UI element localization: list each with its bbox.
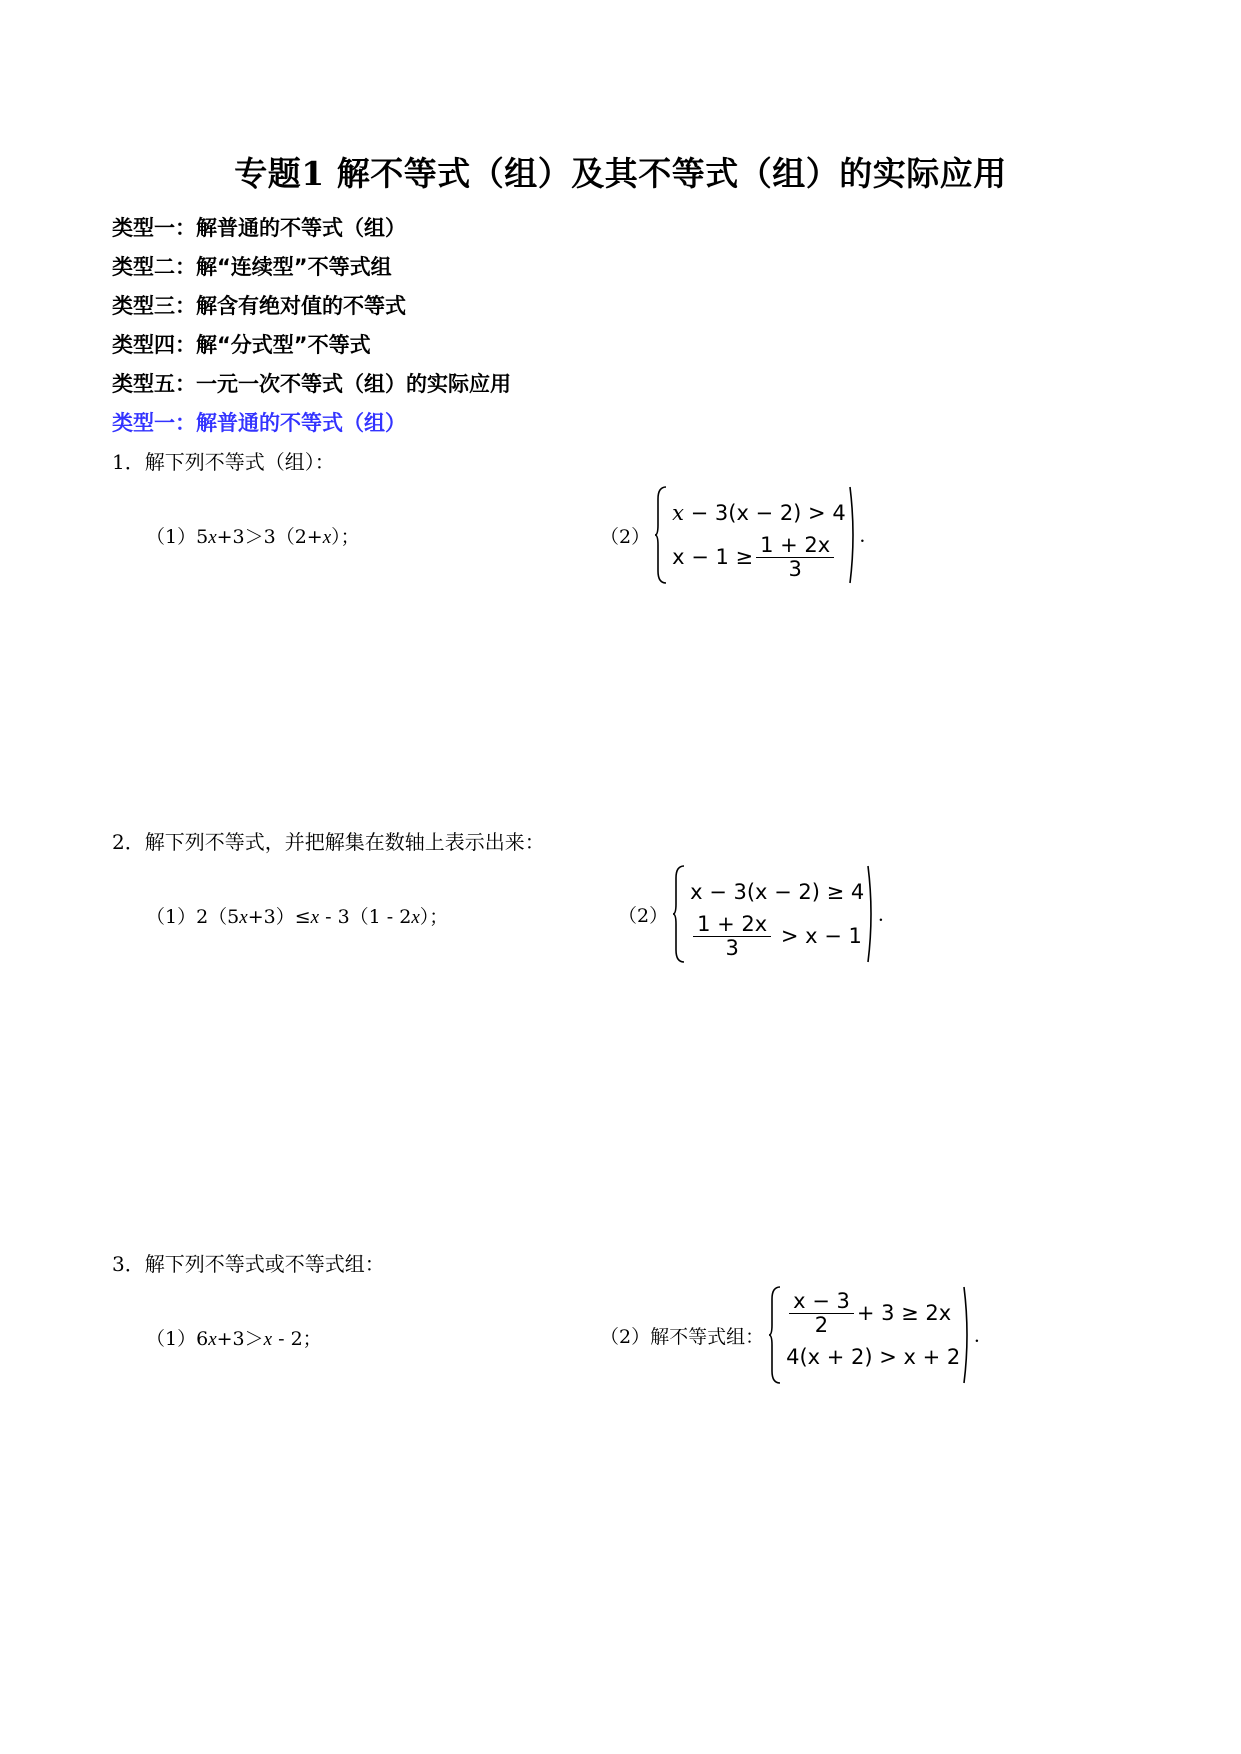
question-3-prompt: 3．解下列不等式或不等式组：: [112, 1252, 385, 1276]
question-1-prompt: 1．解下列不等式（组）：: [112, 450, 335, 474]
right-paren-icon: [866, 864, 876, 964]
q2-period: .: [878, 901, 884, 926]
q3-period: .: [974, 1322, 980, 1347]
q1-fraction-denominator: 3: [788, 556, 802, 581]
q2-fraction: [693, 913, 771, 958]
q1-fraction-numerator: 1 + 2x: [756, 534, 834, 557]
q3-sys-line1-right: + 3 ≥ 2x: [856, 1301, 952, 1325]
q2-fraction-denominator: 3: [725, 935, 739, 960]
category-5: 类型五：一元一次不等式（组）的实际应用: [112, 372, 511, 396]
left-brace-icon: [654, 485, 668, 585]
q1-part2-label: （2）: [600, 525, 651, 548]
q1-part1: （1）5x+3＞3（2+x）；: [146, 526, 360, 548]
category-2: 类型二：解“连续型”不等式组: [112, 255, 392, 279]
q1-period: .: [859, 522, 865, 547]
q2-part2-system: [618, 864, 884, 964]
q3-part1-label: （1）: [146, 1328, 197, 1350]
left-brace-icon: [768, 1285, 782, 1385]
section-heading: 类型一：解普通的不等式（组）: [112, 411, 406, 435]
category-3: 类型三：解含有绝对值的不等式: [112, 294, 406, 318]
q2-part2-label: （2）: [618, 904, 669, 927]
left-brace-icon: [672, 864, 686, 964]
q2-sys-line1: x − 3(x − 2) ≥ 4: [690, 880, 865, 904]
page-title: 专题1 解不等式（组）及其不等式（组）的实际应用: [234, 154, 1007, 193]
q1-sys-line1: − 3(x − 2) > 4: [690, 501, 846, 525]
q2-part1-label: （1）: [146, 906, 197, 928]
category-4: 类型四：解“分式型”不等式: [112, 333, 371, 357]
q3-part1: （1）6x+3＞x - 2；: [146, 1328, 322, 1350]
q2-sys-line2-right: > x − 1: [780, 924, 862, 948]
category-1: 类型一：解普通的不等式（组）: [112, 216, 406, 240]
question-2-prompt: 2．解下列不等式，并把解集在数轴上表示出来：: [112, 830, 545, 854]
q3-part2-label: （2）解不等式组：: [600, 1325, 765, 1348]
q2-fraction-numerator: 1 + 2x: [693, 913, 771, 936]
q1-fraction: [756, 534, 834, 579]
q3-fraction-numerator: x − 3: [789, 1290, 854, 1313]
q1-part1-label: （1）: [146, 526, 197, 548]
right-paren-icon: [962, 1285, 972, 1385]
q3-sys-line2: 4(x + 2) > x + 2: [786, 1345, 961, 1369]
q3-fraction-denominator: 2: [814, 1312, 829, 1337]
q1-part2-system: （2） x − 3(x − 2) > 4 x − 1 ≥ $\frac{1 + 2x}{3}$ .: [600, 485, 865, 585]
q2-part1: （1）2（5x+3）≤x - 3（1 - 2x）；: [146, 906, 449, 928]
q3-part2-system: [600, 1285, 980, 1385]
right-paren-icon: [848, 485, 858, 585]
q1-sys-line2-left: x − 1 ≥: [672, 545, 754, 569]
q3-fraction: [789, 1290, 854, 1335]
